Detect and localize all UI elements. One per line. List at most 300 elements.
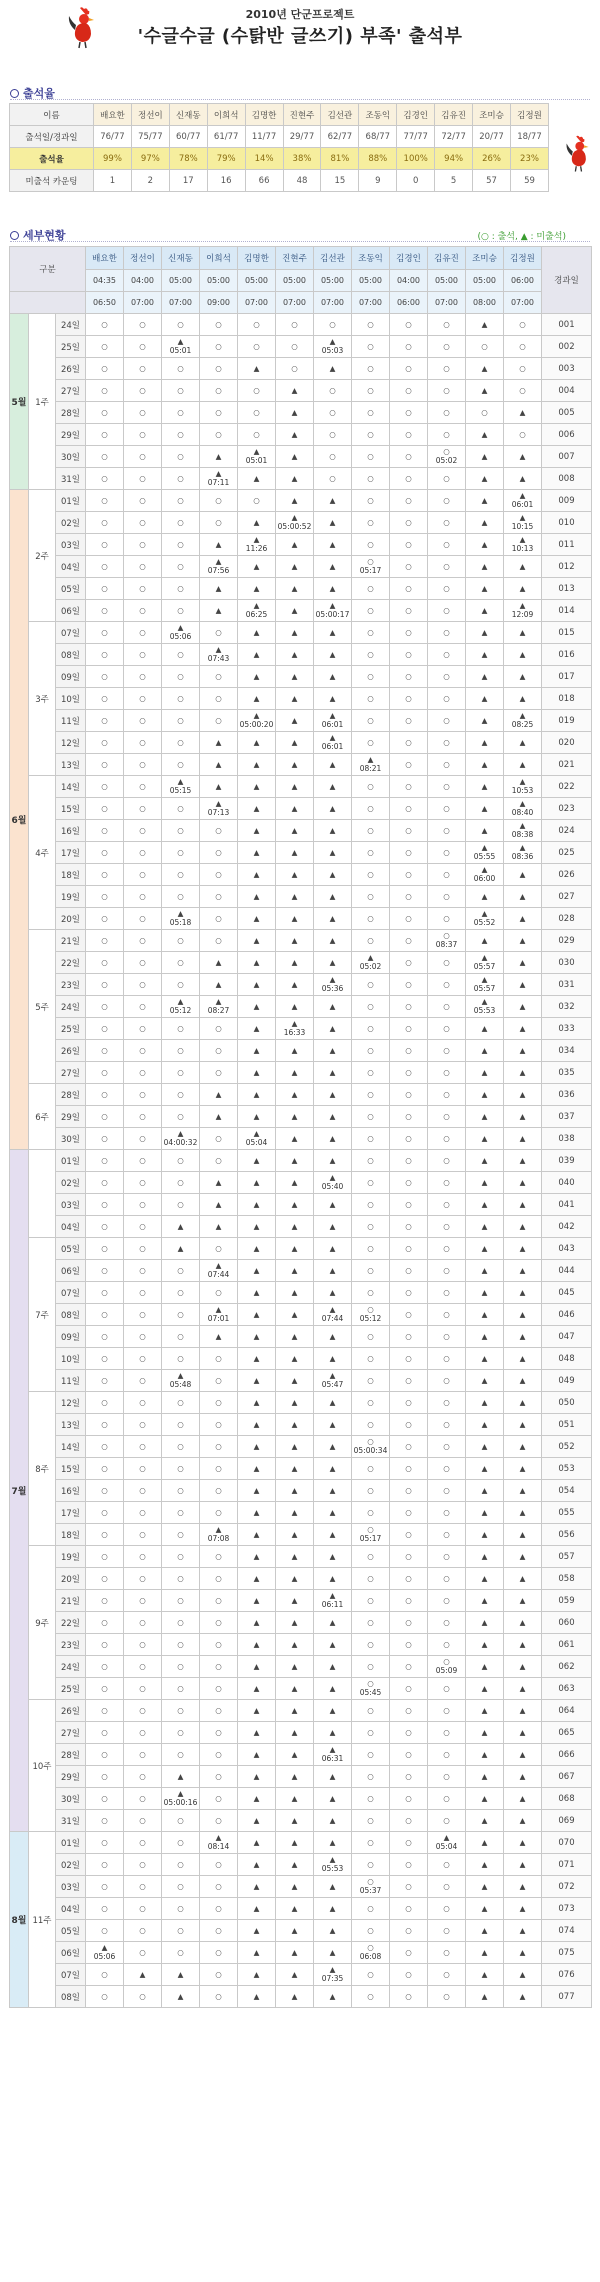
present-mark [200,886,238,908]
circle-present-icon: ○ [139,1442,146,1451]
present-mark [162,1040,200,1062]
present-mark [86,1150,124,1172]
present-mark [390,996,428,1018]
triangle-absent-icon: ▲ [291,694,298,703]
absent-mark [200,1106,238,1128]
circle-present-icon: ○ [443,760,450,769]
triangle-absent-icon: ▲ [519,1068,526,1077]
circle-present-icon: ○ [101,980,108,989]
absent-mark [238,1040,276,1062]
day-label: 04일 [56,1898,86,1920]
absent-mark [276,688,314,710]
present-mark [162,1656,200,1678]
present-mark [162,1436,200,1458]
check-in-time: 05:01 [169,346,192,355]
day-row [10,1304,592,1326]
absent-mark [276,1502,314,1524]
present-mark [124,1084,162,1106]
present-mark [124,402,162,424]
present-mark [86,578,124,600]
elapsed-day: 032 [542,996,592,1018]
circle-present-icon: ○ [367,1464,374,1473]
present-mark [390,1920,428,1942]
summary-cell: 78% [169,148,207,170]
triangle-absent-icon: ▲ [291,1019,298,1028]
day-row [10,776,592,798]
absent-mark [466,688,504,710]
triangle-absent-icon: ▲ [481,936,488,945]
day-row [10,974,592,996]
absent-mark [504,1172,542,1194]
present-mark [124,358,162,380]
absent-mark [238,1172,276,1194]
present-mark [352,1062,390,1084]
absent-mark [200,1084,238,1106]
present-mark [352,710,390,732]
circle-present-icon: ○ [443,1068,450,1077]
triangle-absent-icon: ▲ [177,1244,184,1253]
triangle-absent-icon: ▲ [253,936,260,945]
triangle-absent-icon: ▲ [481,320,488,329]
triangle-absent-icon: ▲ [215,997,222,1006]
elapsed-day: 070 [542,1832,592,1854]
circle-present-icon: ○ [139,1024,146,1033]
absent-mark [314,952,352,974]
circle-present-icon: ○ [443,1970,450,1979]
absent-mark [238,798,276,820]
check-in-time: 06:01 [511,500,534,509]
present-mark [124,996,162,1018]
present-mark [162,314,200,336]
absent-mark [238,1876,276,1898]
triangle-absent-icon: ▲ [215,557,222,566]
circle-present-icon: ○ [367,1112,374,1121]
absent-mark [276,1766,314,1788]
present-mark [86,1810,124,1832]
present-mark [428,1876,466,1898]
present-mark [390,1282,428,1304]
triangle-absent-icon: ▲ [291,1772,298,1781]
absent-mark [276,1898,314,1920]
check-in-time: 07:44 [321,1314,344,1323]
triangle-absent-icon: ▲ [329,694,336,703]
circle-present-icon: ○ [101,1904,108,1913]
absent-mark [314,1128,352,1150]
present-mark [352,1876,390,1898]
elapsed-day: 056 [542,1524,592,1546]
circle-present-icon: ○ [139,936,146,945]
circle-present-icon: ○ [215,892,222,901]
triangle-absent-icon: ▲ [253,870,260,879]
absent-mark [314,1832,352,1854]
circle-present-icon: ○ [215,1574,222,1583]
day-row [10,1150,592,1172]
present-mark [200,1370,238,1392]
present-mark [124,1942,162,1964]
present-mark [162,1348,200,1370]
day-label: 23일 [56,1634,86,1656]
present-mark [428,1744,466,1766]
circle-present-icon: ○ [405,1750,412,1759]
triangle-absent-icon: ▲ [215,738,222,747]
absent-mark [466,820,504,842]
day-label: 07일 [56,1964,86,1986]
absent-mark [504,1590,542,1612]
present-mark [352,1348,390,1370]
circle-present-icon: ○ [443,1948,450,1957]
day-label: 08일 [56,1986,86,2008]
absent-mark [314,1854,352,1876]
member-name-header: 김정원 [504,247,542,270]
triangle-absent-icon: ▲ [177,997,184,1006]
summary-cell: 61/77 [207,126,245,148]
elapsed-day: 028 [542,908,592,930]
circle-present-icon: ○ [177,1816,184,1825]
circle-present-icon: ○ [405,1090,412,1099]
day-label: 28일 [56,1744,86,1766]
present-mark [428,644,466,666]
present-mark [124,1194,162,1216]
present-mark [390,1678,428,1700]
absent-mark [504,1744,542,1766]
present-mark [162,446,200,468]
triangle-absent-icon: ▲ [481,826,488,835]
elapsed-day: 072 [542,1876,592,1898]
day-label: 07일 [56,1282,86,1304]
triangle-absent-icon: ▲ [519,914,526,923]
present-mark [352,468,390,490]
present-mark [200,1238,238,1260]
triangle-absent-icon: ▲ [519,760,526,769]
circle-present-icon: ○ [367,1662,374,1671]
absent-mark [276,1436,314,1458]
circle-present-icon: ○ [405,408,412,417]
triangle-absent-icon: ▲ [481,672,488,681]
circle-present-icon: ○ [177,848,184,857]
check-in-time: 08:36 [511,852,534,861]
triangle-absent-icon: ▲ [253,1816,260,1825]
triangle-absent-icon: ▲ [291,782,298,791]
present-mark [390,1370,428,1392]
triangle-absent-icon: ▲ [253,1266,260,1275]
absent-mark [466,512,504,534]
triangle-absent-icon: ▲ [481,1464,488,1473]
present-mark [86,1656,124,1678]
circle-present-icon: ○ [101,518,108,527]
elapsed-day: 034 [542,1040,592,1062]
present-mark [352,974,390,996]
triangle-absent-icon: ▲ [519,1200,526,1209]
present-mark [86,1612,124,1634]
absent-mark [314,1260,352,1282]
present-mark [428,1546,466,1568]
triangle-absent-icon: ▲ [519,1508,526,1517]
circle-present-icon: ○ [177,408,184,417]
absent-mark [504,1678,542,1700]
present-mark [352,1920,390,1942]
triangle-absent-icon: ▲ [253,447,260,456]
present-mark [390,1568,428,1590]
day-row [10,1942,592,1964]
circle-present-icon: ○ [139,650,146,659]
check-in-time: 08:21 [359,764,382,773]
summary-cell: 김경인 [397,104,435,126]
present-mark [428,1304,466,1326]
day-row [10,864,592,886]
triangle-absent-icon: ▲ [329,1266,336,1275]
absent-mark [238,1216,276,1238]
circle-present-icon: ○ [139,1904,146,1913]
day-label: 18일 [56,1524,86,1546]
present-mark [390,1458,428,1480]
circle-present-icon: ○ [101,1090,108,1099]
triangle-absent-icon: ▲ [519,1552,526,1561]
circle-present-icon: ○ [405,738,412,747]
day-row [10,1238,592,1260]
triangle-absent-icon: ▲ [519,1684,526,1693]
present-mark [390,1040,428,1062]
triangle-absent-icon: ▲ [291,1288,298,1297]
circle-present-icon: ○ [101,562,108,571]
triangle-absent-icon: ▲ [481,364,488,373]
circle-present-icon: ○ [139,980,146,989]
triangle-absent-icon: ▲ [481,540,488,549]
present-mark [428,578,466,600]
circle-present-icon: ○ [139,1882,146,1891]
circle-present-icon: ○ [177,1310,184,1319]
circle-present-icon: ○ [405,1640,412,1649]
present-mark [390,622,428,644]
day-row [10,1678,592,1700]
day-row [10,1194,592,1216]
circle-present-icon: ○ [101,1442,108,1451]
check-in-time: 08:38 [511,830,534,839]
present-mark [428,710,466,732]
present-mark [428,1128,466,1150]
triangle-absent-icon: ▲ [215,1112,222,1121]
present-mark [352,666,390,688]
circle-present-icon: ○ [367,1816,374,1825]
circle-present-icon: ○ [139,1816,146,1825]
triangle-absent-icon: ▲ [291,1970,298,1979]
present-mark [352,1524,390,1546]
triangle-absent-icon: ▲ [519,1178,526,1187]
circle-present-icon: ○ [177,1750,184,1759]
circle-present-icon: ○ [101,1640,108,1649]
absent-mark [162,622,200,644]
start-time: 05:00 [466,269,504,292]
day-label: 05일 [56,1238,86,1260]
triangle-absent-icon: ▲ [329,892,336,901]
present-mark [86,710,124,732]
present-mark [124,1348,162,1370]
circle-present-icon: ○ [139,848,146,857]
absent-mark [466,1832,504,1854]
check-in-time: 05:17 [359,566,382,575]
absent-mark [504,754,542,776]
circle-present-icon: ○ [139,1464,146,1473]
elapsed-day: 076 [542,1964,592,1986]
present-mark [352,1832,390,1854]
present-mark [162,1282,200,1304]
absent-mark [200,600,238,622]
absent-mark [276,512,314,534]
elapsed-day: 015 [542,622,592,644]
triangle-absent-icon: ▲ [253,892,260,901]
absent-mark [162,996,200,1018]
present-mark [162,1634,200,1656]
absent-mark [466,556,504,578]
absent-mark [238,1414,276,1436]
elapsed-day: 007 [542,446,592,468]
triangle-absent-icon: ▲ [329,1134,336,1143]
day-row [10,1106,592,1128]
triangle-absent-icon: ▲ [481,1134,488,1143]
triangle-absent-icon: ▲ [481,1112,488,1121]
absent-mark [238,820,276,842]
summary-attendance-row [10,126,549,148]
start-time-row [10,269,592,292]
summary-cell: 77/77 [397,126,435,148]
triangle-absent-icon: ▲ [329,628,336,637]
triangle-absent-icon: ▲ [519,1376,526,1385]
week-label: 6주 [29,1084,56,1150]
circle-present-icon: ○ [405,518,412,527]
day-row [10,578,592,600]
circle-present-icon: ○ [101,892,108,901]
absent-mark [314,864,352,886]
absent-mark [314,1920,352,1942]
absent-mark [276,1854,314,1876]
absent-mark [314,600,352,622]
circle-present-icon: ○ [367,804,374,813]
check-in-time: 05:04 [435,1842,458,1851]
circle-present-icon: ○ [367,364,374,373]
triangle-absent-icon: ▲ [519,1728,526,1737]
day-row [10,1502,592,1524]
circle-present-icon: ○ [405,892,412,901]
absent-mark [504,1348,542,1370]
circle-present-icon: ○ [177,1442,184,1451]
day-label: 03일 [56,1194,86,1216]
absent-mark [238,1150,276,1172]
circle-present-icon: ○ [101,914,108,923]
present-mark [390,1722,428,1744]
elapsed-day: 052 [542,1436,592,1458]
circle-present-icon: ○ [215,1794,222,1803]
present-mark [352,930,390,952]
present-mark [86,1128,124,1150]
circle-present-icon: ○ [405,540,412,549]
absent-mark [314,1326,352,1348]
present-mark [390,600,428,622]
absent-mark [466,468,504,490]
present-mark [162,1084,200,1106]
triangle-absent-icon: ▲ [291,958,298,967]
present-mark [124,732,162,754]
absent-mark [238,534,276,556]
circle-present-icon: ○ [367,1640,374,1649]
circle-present-icon: ○ [101,1222,108,1231]
absent-mark [466,1656,504,1678]
day-row [10,1854,592,1876]
present-mark [390,1238,428,1260]
circle-present-icon: ○ [367,1750,374,1759]
day-label: 12일 [56,1392,86,1414]
triangle-absent-icon: ▲ [481,1486,488,1495]
circle-present-icon: ○ [215,430,222,439]
absent-mark [238,1832,276,1854]
elapsed-day: 004 [542,380,592,402]
day-label: 10일 [56,1348,86,1370]
present-mark [428,1282,466,1304]
summary-rate-row [10,148,549,170]
present-mark [86,1370,124,1392]
present-mark [428,1766,466,1788]
month-label: 6월 [10,490,29,1150]
absent-mark [466,1964,504,1986]
circle-present-icon: ○ [367,892,374,901]
present-mark [428,1480,466,1502]
day-label: 17일 [56,1502,86,1524]
elapsed-day: 041 [542,1194,592,1216]
circle-present-icon: ○ [215,1750,222,1759]
triangle-absent-icon: ▲ [291,936,298,945]
circle-present-icon: ○ [405,760,412,769]
absent-mark [466,600,504,622]
circle-present-icon: ○ [405,342,412,351]
present-mark [162,1700,200,1722]
circle-present-icon: ○ [215,1134,222,1143]
triangle-absent-icon: ▲ [253,1640,260,1649]
circle-present-icon: ○ [139,1178,146,1187]
absent-mark [504,1546,542,1568]
triangle-absent-icon: ▲ [481,865,488,874]
triangle-absent-icon: ▲ [481,1398,488,1407]
triangle-absent-icon: ▲ [329,1486,336,1495]
summary-cell: 김선관 [321,104,359,126]
absent-mark [238,1656,276,1678]
absent-mark [276,666,314,688]
absent-mark [466,952,504,974]
present-mark [200,1414,238,1436]
absent-mark [276,1634,314,1656]
triangle-absent-icon: ▲ [291,1706,298,1715]
triangle-absent-icon: ▲ [291,1926,298,1935]
day-label: 22일 [56,1612,86,1634]
circle-present-icon: ○ [405,1332,412,1341]
summary-cell: 68/77 [359,126,397,148]
absent-mark [504,1568,542,1590]
absent-mark [466,710,504,732]
present-mark [352,1546,390,1568]
present-mark [200,1964,238,1986]
present-mark [86,930,124,952]
day-label: 31일 [56,468,86,490]
present-mark [162,1480,200,1502]
day-row [10,1766,592,1788]
elapsed-day: 063 [542,1678,592,1700]
absent-mark [276,798,314,820]
member-name-header: 배요한 [86,247,124,270]
member-name-header: 이희석 [200,247,238,270]
circle-present-icon: ○ [215,1046,222,1055]
absent-mark [504,842,542,864]
absent-mark [124,1964,162,1986]
circle-present-icon: ○ [367,1046,374,1055]
circle-present-icon: ○ [405,870,412,879]
triangle-absent-icon: ▲ [291,496,298,505]
